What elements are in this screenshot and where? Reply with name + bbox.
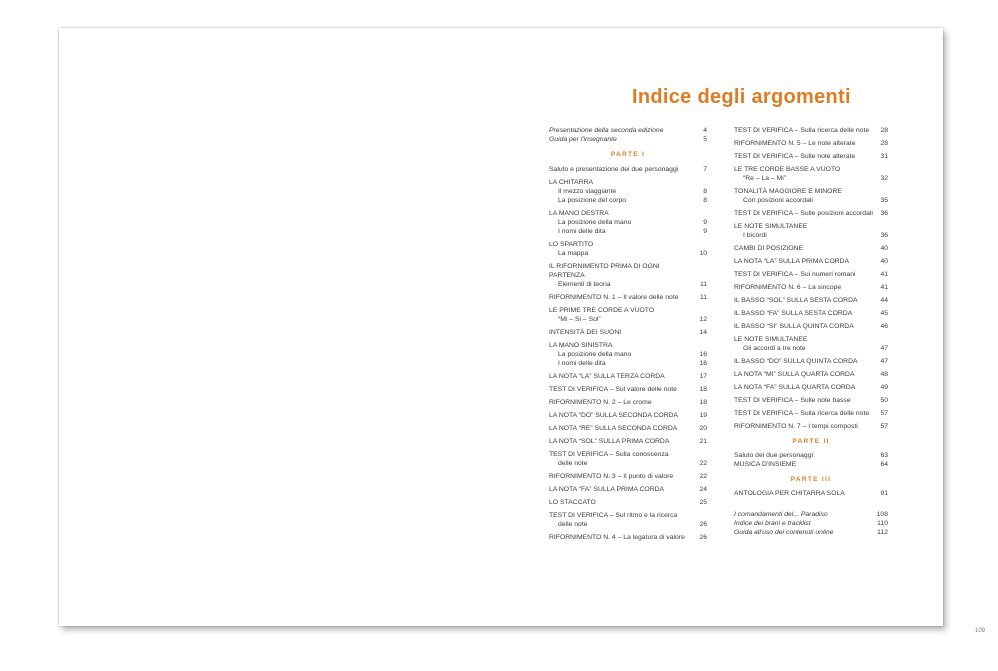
toc-entry-page: 21 [699, 438, 707, 445]
toc-entry-title: La posizione della mano [558, 219, 632, 226]
toc-column-left [549, 126, 707, 542]
toc-entry [549, 306, 707, 315]
toc-entry-page: 41 [880, 284, 888, 291]
toc-entry-title: Indice dei brani e tracklist [734, 520, 811, 527]
toc-entry [549, 293, 707, 302]
toc-entry-page: 35 [880, 197, 888, 204]
toc-entry-title: TEST DI VERIFICA – Sui numeri romani [734, 271, 856, 278]
toc-entry-page: 50 [880, 397, 888, 404]
toc-entry [549, 187, 707, 196]
toc-entry-page: 16 [699, 360, 707, 367]
toc-entry [734, 396, 888, 405]
toc-entry-title: LE NOTE SIMULTANEE [734, 223, 808, 230]
toc-entry-page: 36 [880, 210, 888, 217]
toc-entry-page: 47 [880, 345, 888, 352]
toc-entry-title: TEST DI VERIFICA – Sulle posizioni accordali [734, 210, 873, 217]
toc-entry [734, 322, 888, 331]
toc-entry [549, 218, 707, 227]
toc-entry-page: 44 [880, 297, 888, 304]
toc-entry [549, 227, 707, 236]
toc-entry-page: 110 [877, 520, 888, 527]
toc-entry-page: 91 [880, 490, 888, 497]
toc-entry [734, 222, 888, 231]
toc-entry [549, 240, 707, 249]
toc-entry-title: IL RIFORNIMENTO PRIMA DI OGNI PARTENZA [549, 263, 660, 279]
toc-entry [734, 422, 888, 431]
toc-entry-page: 22 [699, 473, 707, 480]
toc-entry-page: 18 [699, 399, 707, 406]
toc-entry-title: La mappa [558, 250, 589, 257]
toc-entry-page: 31 [880, 153, 888, 160]
toc-entry-page: 36 [880, 232, 888, 239]
toc-entry-title: I nomi delle dita [558, 360, 606, 367]
toc-entry [734, 344, 888, 353]
toc-entry [734, 489, 888, 498]
toc-entry-title: CAMBI DI POSIZIONE [734, 245, 804, 252]
toc-entry-title: Elementi di teoria [558, 281, 611, 288]
toc-entry-page: 5 [703, 136, 707, 143]
toc-entry-title: LE TRE CORDE BASSE A VUOTO [734, 166, 841, 173]
toc-entry-title: Presentazione della seconda edizione [549, 127, 664, 134]
toc-column-right [734, 126, 888, 537]
toc-entry-title: MUSICA D'INSIEME [734, 461, 797, 468]
toc-entry-title: delle note [558, 521, 588, 528]
toc-entry-page: 11 [699, 281, 707, 288]
toc-entry-page: 57 [880, 423, 888, 430]
toc-entry-title: LE PRIME TRE CORDE A VUOTO [549, 307, 655, 314]
toc-entry-page: 108 [876, 511, 888, 518]
toc-entry-page: 14 [699, 329, 707, 336]
toc-entry [549, 472, 707, 481]
toc-entry-page: 49 [880, 384, 888, 391]
toc-entry-title: IL BASSO “FA” SULLA SESTA CORDA [734, 310, 853, 317]
toc-entry-title: Guida all'uso dei contenuti online [734, 529, 834, 536]
toc-entry [549, 135, 707, 144]
toc-entry [734, 231, 888, 240]
toc-entry-page: 20 [699, 425, 707, 432]
toc-entry [734, 196, 888, 205]
toc-entry [549, 341, 707, 350]
toc-entry-page: 47 [880, 358, 888, 365]
toc-entry-title: TEST DI VERIFICA – Sulla ricerca delle note [734, 127, 870, 134]
toc-entry [549, 209, 707, 218]
toc-entry [549, 372, 707, 381]
toc-entry [734, 510, 888, 519]
toc-entry [549, 196, 707, 205]
toc-entry-page: 64 [880, 461, 888, 468]
toc-entry-title: La posizione del corpo [558, 197, 627, 204]
toc-entry-title: IL BASSO “SOL” SULLA SESTA CORDA [734, 297, 858, 304]
toc-entry [734, 209, 888, 218]
toc-entry-title: LA NOTA “FA” SULLA QUARTA CORDA [734, 384, 856, 391]
toc-entry-title: La posizione della mano [558, 351, 632, 358]
toc-entry-title: RIFORNIMENTO N. 2 – Le crome [549, 399, 652, 406]
toc-part-heading: PARTE III [790, 476, 832, 483]
toc-entry-page: 26 [699, 534, 707, 541]
toc-entry [734, 451, 888, 460]
toc-entry [734, 244, 888, 253]
toc-part-heading: PARTE I [610, 151, 646, 158]
toc-entry-page: 41 [880, 271, 888, 278]
toc-entry-page: 26 [699, 521, 707, 528]
toc-entry [549, 262, 707, 280]
toc-entry-title: LO STACCATO [549, 499, 596, 506]
toc-entry [734, 409, 888, 418]
toc-entry [549, 459, 707, 468]
toc-entry-title: RIFORNIMENTO N. 7 – I tempi composti [734, 423, 858, 430]
toc-entry-title: LO SPARTITO [549, 241, 594, 248]
toc-entry [549, 249, 707, 258]
toc-entry-page: 11 [699, 294, 707, 301]
toc-entry-title: RIFORNIMENTO N. 1 – Il valore delle note [549, 294, 679, 301]
toc-entry [734, 257, 888, 266]
toc-entry-title: “Mi – Si – Sol” [558, 316, 601, 323]
toc-entry [549, 498, 707, 507]
toc-entry-page: 8 [703, 197, 707, 204]
toc-entry-title: TEST DI VERIFICA – Sul valore delle note [549, 386, 677, 393]
toc-entry-title: TEST DI VERIFICA – Sulla conoscenza [549, 451, 669, 458]
toc-entry-title: I nomi delle dita [558, 228, 606, 235]
toc-entry-title: LA NOTA “MI” SULLA QUARTA CORDA [734, 371, 855, 378]
toc-entry-title: RIFORNIMENTO N. 5 – Le note alterate [734, 140, 856, 147]
toc-entry [734, 187, 888, 196]
book-page-spread [59, 28, 986, 634]
toc-entry-page: 40 [880, 245, 888, 252]
toc-entry [734, 519, 888, 528]
toc-entry-page: 48 [880, 371, 888, 378]
toc-entry-page: 32 [880, 175, 888, 182]
toc-entry-title: ANTOLOGIA PER CHITARRA SOLA [734, 490, 845, 497]
toc-entry [734, 370, 888, 379]
toc-entry-title: RIFORNIMENTO N. 4 – La legatura di valore [549, 534, 685, 541]
toc-entry [549, 520, 707, 529]
toc-entry [734, 139, 888, 148]
toc-entry-page: 16 [699, 351, 707, 358]
toc-entry-title: IL BASSO “SI” SULLA QUINTA CORDA [734, 323, 854, 330]
toc-entry-page: 18 [699, 386, 707, 393]
toc-entry-page: 10 [699, 250, 707, 257]
toc-entry-title: LA NOTA “SOL” SULLA PRIMA CORDA [549, 438, 670, 445]
index-title: Indice degli argomenti [632, 86, 851, 108]
toc-entry [734, 152, 888, 161]
toc-entry [734, 383, 888, 392]
toc-entry-title: Con posizioni accordali [743, 197, 813, 204]
toc-entry-page: 9 [703, 228, 707, 235]
toc-entry [549, 350, 707, 359]
toc-entry [549, 411, 707, 420]
toc-entry-title: RIFORNIMENTO N. 3 – Il punto di valore [549, 473, 674, 480]
toc-entry [734, 283, 888, 292]
toc-entry-title: I comandamenti del... Paradiso [734, 511, 828, 518]
toc-entry-page: 112 [877, 529, 888, 536]
toc-entry-title: TONALITÀ MAGGIORE E MINORE [734, 188, 842, 195]
toc-entry [734, 528, 888, 537]
toc-entry-title: LA NOTA “LA” SULLA TERZA CORDA [549, 373, 665, 380]
toc-entry-page: 8 [703, 188, 707, 195]
toc-entry-page: 19 [699, 412, 707, 419]
toc-entry [734, 270, 888, 279]
toc-entry [549, 424, 707, 433]
toc-entry-title: Saluto e presentazione dei due personaggi [549, 166, 679, 173]
toc-entry-title: “Re – La – Mi” [743, 175, 787, 182]
toc-entry-page: 24 [699, 486, 707, 493]
toc-entry [734, 296, 888, 305]
toc-entry-title: Il mezzo viaggiante [558, 188, 617, 195]
toc-entry [734, 174, 888, 183]
toc-entry-page: 9 [703, 219, 707, 226]
toc-entry-title: LE NOTE SIMULTANEE [734, 336, 808, 343]
toc-entry-page: 22 [699, 460, 707, 467]
toc-entry [734, 309, 888, 318]
toc-entry-title: TEST DI VERIFICA – Sulle note alterate [734, 153, 856, 160]
toc-entry [734, 126, 888, 135]
toc-entry [734, 165, 888, 174]
toc-entry [549, 178, 707, 187]
toc-entry-title: LA MANO DESTRA [549, 210, 609, 217]
toc-entry [734, 357, 888, 366]
toc-entry [549, 315, 707, 324]
toc-entry-title: Guida per l'insegnante [549, 136, 617, 143]
toc-entry [549, 485, 707, 494]
toc-entry-title: LA MANO SINISTRA [549, 342, 613, 349]
toc-entry [549, 450, 707, 459]
toc-entry [549, 328, 707, 337]
toc-entry-title: LA CHITARRA [549, 179, 594, 186]
toc-entry-title: LA NOTA “DO” SULLA SECONDA CORDA [549, 412, 679, 419]
toc-entry-page: 28 [880, 127, 888, 134]
toc-entry-title: LA NOTA “FA” SULLA PRIMA CORDA [549, 486, 665, 493]
toc-entry [549, 165, 707, 174]
toc-entry [549, 511, 707, 520]
toc-entry-page: 28 [880, 140, 888, 147]
toc-entry-title: LA NOTA “RE” SULLA SECONDA CORDA [549, 425, 678, 432]
toc-entry-page: 12 [699, 316, 707, 323]
toc-entry [549, 533, 707, 542]
toc-entry-title: I bicordi [743, 232, 767, 239]
toc-entry-page: 45 [880, 310, 888, 317]
toc-entry [549, 280, 707, 289]
toc-entry-title: delle note [558, 460, 588, 467]
toc-entry-page: 63 [880, 452, 888, 459]
toc-entry-title: LA NOTA “LA” SULLA PRIMA CORDA [734, 258, 850, 265]
toc-entry-title: IL BASSO “DO” SULLA QUINTA CORDA [734, 358, 858, 365]
toc-entry-page: 17 [699, 373, 707, 380]
toc-entry-title: Gli accordi a tre note [743, 345, 806, 352]
toc-entry-page: 40 [880, 258, 888, 265]
toc-entry [549, 385, 707, 394]
toc-entry-title: INTENSITÀ DEI SUONI [549, 329, 622, 336]
toc-entry [549, 359, 707, 368]
toc-entry [549, 398, 707, 407]
toc-part-heading: PARTE II [792, 438, 830, 445]
toc-entry-page: 4 [703, 127, 707, 134]
toc-entry [549, 437, 707, 446]
toc-entry-title: TEST DI VERIFICA – Sul ritmo e la ricerca [549, 512, 678, 519]
toc-entry-page: 25 [699, 499, 707, 506]
toc-entry-page: 57 [880, 410, 888, 417]
page-number: 109 [975, 628, 986, 634]
toc-entry [734, 335, 888, 344]
toc-entry [549, 126, 707, 135]
toc-entry-page: 46 [880, 323, 888, 330]
toc-entry-title: TEST DI VERIFICA – Sulla ricerca delle note [734, 410, 870, 417]
toc-entry-title: Saluto dei due personaggi [734, 452, 813, 459]
toc-entry-title: TEST DI VERIFICA – Sulle note basse [734, 397, 851, 404]
toc-entry-page: 7 [703, 166, 707, 173]
toc-entry [734, 460, 888, 469]
toc-entry-title: RIFORNIMENTO N. 6 – La sincope [734, 284, 842, 291]
